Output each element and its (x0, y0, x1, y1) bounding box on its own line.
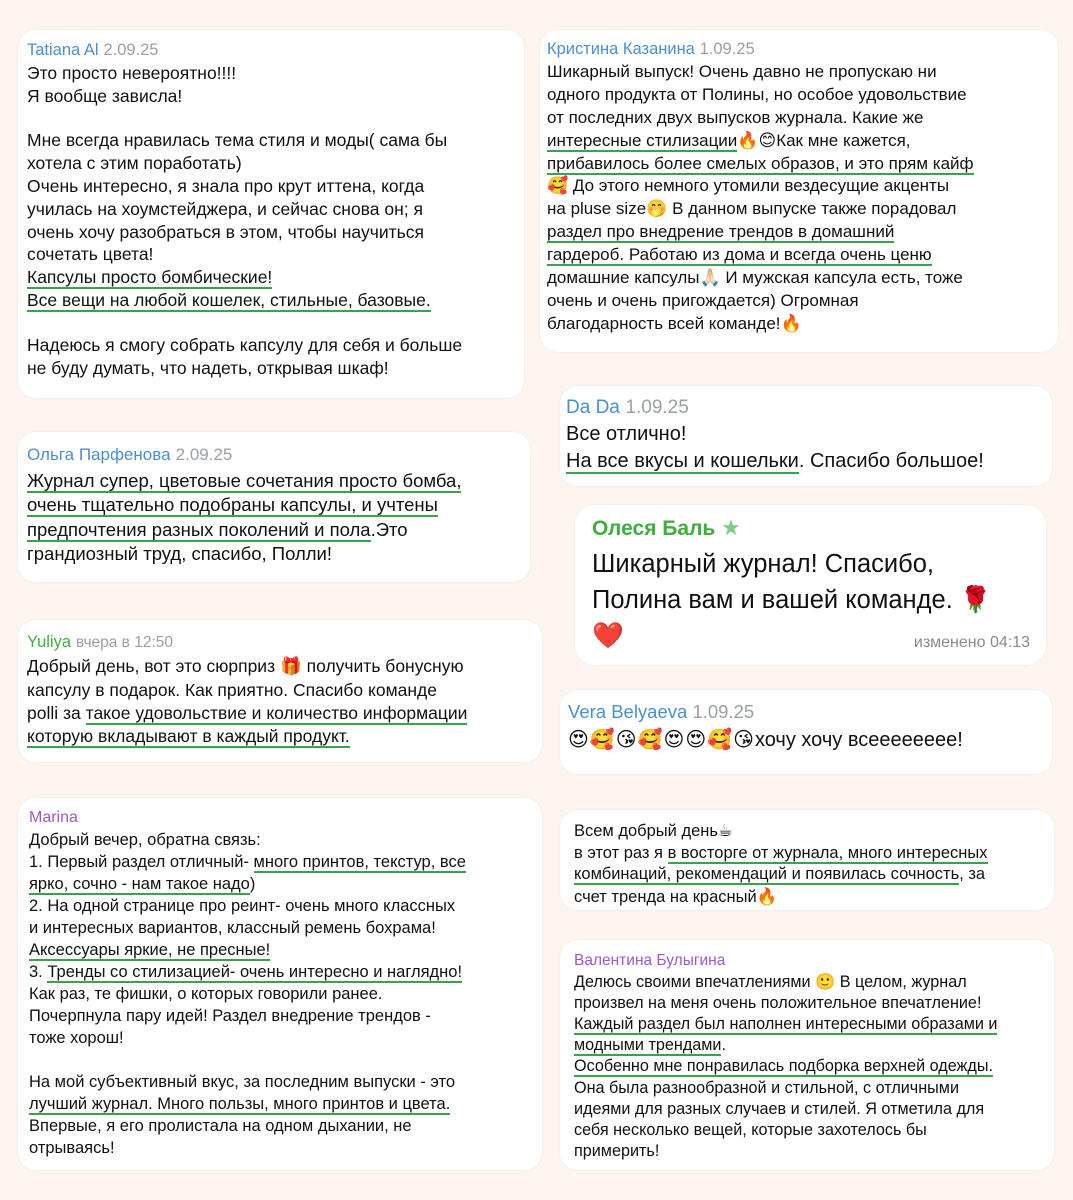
comment-line: не буду думать, что надеть, открывая шкаф! (27, 357, 389, 378)
comment-line: от последних двух выпусков журнала. Какие же (547, 107, 924, 127)
comment-text: Добрый день, вот это сюрприз (27, 656, 280, 676)
highlighted-text: предпочтения разных поколений и пола (27, 518, 371, 540)
author-name[interactable]: Tatiana Al (27, 41, 99, 59)
author-name[interactable]: Валентина Булыгина (574, 952, 726, 969)
comment-text: . (721, 1036, 726, 1055)
heart-icon: ❤️ (592, 621, 624, 651)
comment-olga (18, 432, 530, 582)
comment-line: сочетать цвета! (27, 244, 154, 265)
comment-line: тоже хорош! (29, 1029, 124, 1047)
highlighted-text: прибавилось более смелых образов, и это прям кайф (547, 153, 974, 173)
highlighted-text: Тренды со стилизацией- очень интересно и наглядно! (47, 963, 463, 981)
comment-vera (560, 690, 1052, 774)
comment-line: хотела с этим поработать) (27, 153, 242, 174)
comment-line: Очень интересно, я знала про крут иттена, когда (27, 175, 425, 196)
smiling-hearts-icon: 🥰 (547, 176, 569, 197)
comment-line: очень хочу разобраться в этом, чтобы научиться (27, 221, 424, 242)
comment-line: Это просто невероятно!!!! (27, 62, 237, 83)
comment-text: Как мне кажется, (776, 130, 911, 150)
comment-line: очень и очень пригождается) Огромная (547, 290, 859, 310)
comment-line: училась на хоумстейджера, и сейчас снова он; я (27, 198, 423, 219)
author-name[interactable]: Кристина Казанина (547, 40, 695, 58)
comment-header (566, 394, 1046, 421)
comment-text: . Спасибо большое! (798, 450, 984, 472)
comment-line: отрываясь! (29, 1139, 115, 1157)
highlighted-text: Особенно мне понравилась подборка верхней одежды. (574, 1057, 993, 1076)
comment-marina (18, 798, 542, 1170)
highlighted-text: Журнал супер, цветовые сочетания просто бомба, (27, 470, 462, 492)
comment-text: домашние капсулы (547, 268, 700, 288)
comment-line: идеями для разных случаев и стилей. Я отметила для (574, 1099, 985, 1118)
comment-header (27, 38, 516, 62)
comment-text: polli за (27, 703, 86, 723)
comment-header (547, 38, 1052, 61)
author-name[interactable]: Marina (29, 809, 78, 826)
comment-header (27, 442, 522, 467)
highlighted-text: которую вкладывают в каждый продукт. (27, 726, 350, 746)
highlighted-text: ярко, сочно - нам такое надо (29, 875, 250, 893)
comment-dada (560, 386, 1052, 486)
comment-date: 2.09.25 (175, 445, 233, 464)
comment-text: .Это (370, 518, 408, 540)
comment-date: вчера в 12:50 (75, 634, 174, 651)
comment-text: В целом, журнал (835, 973, 967, 992)
comment-yuliya (18, 620, 542, 762)
comment-line: Добрый вечер, обратна связь: (29, 831, 261, 849)
comment-line: 2. На одной странице про реинт- очень много классных (29, 897, 456, 915)
highlighted-text: такое удовольствие и количество информации (85, 703, 468, 723)
comment-line: Все отлично! (566, 423, 687, 445)
comment-text: благодарность всей команде! (547, 313, 781, 333)
highlighted-text: комбинаций, рекомендаций и появилась сочность (574, 865, 960, 883)
comment-text: Всем добрый день (574, 822, 718, 840)
comment-tatiana (18, 30, 524, 398)
comment-line: Шикарный журнал! Спасибо, (592, 550, 935, 578)
comment-text: ) (249, 875, 256, 893)
comment-header (568, 700, 1046, 724)
comment-text: И мужская капсула есть, тоже (720, 268, 963, 288)
smile-icon: 🙂 (815, 972, 836, 992)
highlighted-text: модными трендами (574, 1036, 722, 1055)
highlighted-text: интересные стилизации (547, 130, 738, 150)
comment-line: Мне всегда нравилась тема стиля и моды( сама бы (27, 130, 448, 151)
fire-icon: 🔥 (780, 313, 802, 334)
comment-anonymous (560, 810, 1054, 910)
highlighted-text: Каждый раздел был наполнен интересными образами и (574, 1015, 998, 1034)
star-icon: ★ (721, 515, 741, 540)
comment-kristina (540, 30, 1058, 352)
highlighted-text: много принтов, текстур, все (253, 853, 466, 871)
highlighted-text: На все вкусы и кошельки (566, 450, 799, 472)
comment-text: Полина вам и вашей команде. (592, 586, 960, 614)
comment-text: До этого немного утомили вездесущие акценты (568, 176, 950, 196)
comment-text: в этот раз я (574, 843, 668, 862)
author-name[interactable]: Da Da (566, 397, 620, 418)
comment-line: и интересных вариантов, классный ремень бохрама! (29, 919, 436, 937)
author-name[interactable]: Vera Belyaeva (568, 701, 688, 722)
comment-line: примерить! (574, 1141, 660, 1160)
comment-line: одного продукта от Полины, но особое удовольствие (547, 84, 967, 104)
comment-line: себя несколько вещей, которые захотелось бы (574, 1120, 927, 1139)
comment-text: на pluse size (547, 199, 647, 219)
comment-text: получить бонусную (301, 656, 464, 676)
comment-text: счет тренда на красный (574, 887, 757, 906)
comment-text: 1. Первый раздел отличный- (29, 853, 254, 871)
comment-line: произвел на меня очень положительное впечатление! (574, 994, 982, 1013)
comment-text: 3. (29, 963, 48, 981)
comment-date: 1.09.25 (699, 40, 755, 58)
comment-date: 1.09.25 (625, 397, 689, 418)
highlighted-text: Аксессуары яркие, не пресные! (29, 941, 271, 959)
comment-header (592, 515, 1030, 542)
fire-smile-icon: 🔥😊 (737, 130, 777, 151)
giggle-icon: 🤭 (646, 199, 668, 220)
comment-line: Она была разнообразной и стильной, с отличными (574, 1078, 959, 1097)
gift-icon: 🎁 (279, 657, 302, 677)
comment-line: грандиозный труд, спасибо, Полли! (27, 542, 333, 564)
highlighted-text: Капсулы просто бомбические! (27, 267, 273, 288)
highlighted-text: раздел про внедрение трендов в домашний (547, 222, 895, 242)
comment-line: Как раз, те фишки, о которых говорили ранее. (29, 985, 383, 1003)
comment-line: капсулу в подарок. Как приятно. Спасибо команде (27, 680, 437, 700)
comment-line: Впервые, я его пролистала на одном дыхании, не (29, 1117, 412, 1135)
comment-line: Надеюсь я смогу собрать капсулу для себя и больше (27, 334, 463, 355)
comment-line: Я вообще зависла! (27, 85, 183, 106)
comment-header (574, 950, 1048, 971)
comment-line: Шикарный выпуск! Очень давно не пропускаю ни (547, 61, 937, 81)
author-name[interactable]: Олеся Баль (592, 517, 716, 540)
rose-icon: 🌹 (959, 585, 992, 615)
comment-text: В данном выпуске также порадовал (667, 199, 957, 219)
comment-header (29, 806, 534, 829)
comment-olesya (575, 505, 1046, 665)
highlighted-text: в восторге от журнала, много интересных (667, 843, 988, 862)
highlighted-text: гардероб. Работаю из дома и всегда очень ценю (547, 245, 932, 265)
comment-date: 1.09.25 (692, 701, 755, 722)
fire-icon: 🔥 (756, 886, 778, 906)
highlighted-text: лучший журнал. Много пользы, много принтов и цвета. (29, 1095, 451, 1113)
author-name[interactable]: Yuliya (27, 633, 72, 651)
comment-text: , за (959, 865, 986, 883)
comment-date: 2.09.25 (103, 41, 159, 59)
coffee-icon: ☕ (717, 821, 733, 840)
highlighted-text: очень тщательно подобраны капсулы, и учтены (27, 494, 438, 516)
comment-header (27, 630, 534, 654)
emoji-reactions-icon: 😍🥰😘🥰😍😍🥰😘 (568, 727, 755, 751)
comment-line: Почерпнула пару идей! Раздел внедрение трендов - (29, 1007, 431, 1025)
comment-text: хочу хочу всееееееее! (754, 729, 963, 751)
author-name[interactable]: Ольга Парфенова (27, 445, 171, 464)
pray-icon: 🙏🏻 (699, 268, 721, 289)
comment-valentina (560, 940, 1054, 1170)
edited-label: изменено 04:13 (913, 634, 1030, 651)
comment-text: Делюсь своими впечатлениями (574, 973, 816, 992)
comment-line: На мой субъективный вкус, за последним выпуски - это (29, 1073, 456, 1091)
highlighted-text: Все вещи на любой кошелек, стильные, базовые. (27, 289, 431, 310)
